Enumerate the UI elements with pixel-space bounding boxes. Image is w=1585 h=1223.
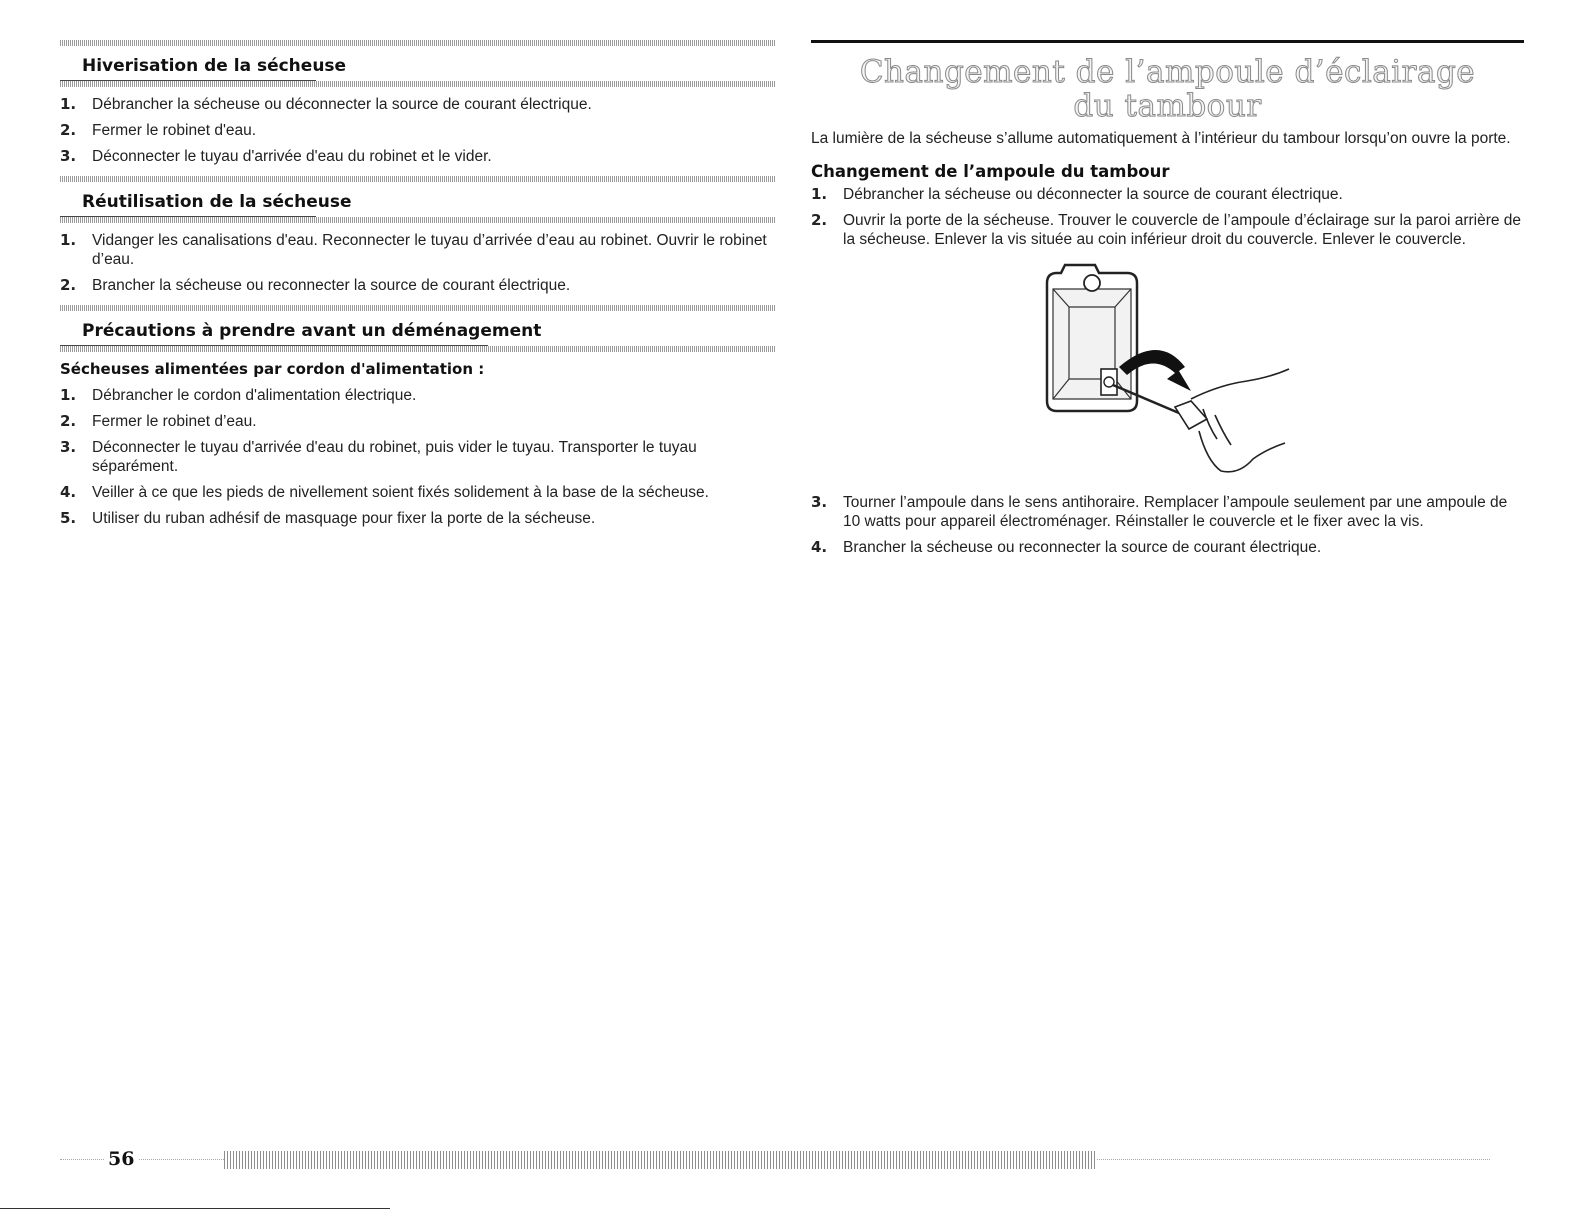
step-text: Fermer le robinet d’eau. [92, 413, 257, 430]
intro-paragraph: La lumière de la sécheuse s’allume automatiquement à l’intérieur du tambour lorsqu’on ouvre la porte. [811, 130, 1511, 147]
cover-inner-panel [1053, 289, 1131, 399]
winterizing-section [60, 40, 776, 166]
section-header [60, 176, 776, 223]
hatched-rule [60, 346, 776, 352]
step-item [60, 438, 776, 476]
step-text: Utiliser du ruban adhésif de masquage pour fixer la porte de la sécheuse. [92, 510, 596, 527]
section-subtitle: Sécheuses alimentées par cordon d'alimentation : [60, 360, 485, 378]
step-number: 1. [811, 185, 828, 203]
step-item [60, 95, 776, 114]
step-text: Ouvrir la porte de la sécheuse. Trouver le couvercle de l’ampoule d’éclairage sur la paroi arrière de la sécheuse. Enlever la vis située au coin inférieur droit du couvercle. Enlever le couvercle. [843, 212, 1522, 248]
bottom-rule [0, 1208, 390, 1209]
step-number: 3. [811, 493, 828, 511]
section-header [60, 305, 776, 352]
right-column [811, 40, 1524, 567]
section-header [60, 40, 776, 87]
step-number: 4. [811, 538, 828, 556]
step-text: Débrancher la sécheuse ou déconnecter la source de courant électrique. [843, 186, 1343, 203]
step-number: 3. [60, 438, 77, 456]
step-text: Débrancher la sécheuse ou déconnecter la source de courant électrique. [92, 96, 592, 113]
step-item [60, 121, 776, 140]
footer-hatched-band [224, 1151, 1097, 1169]
bulb-cover-illustration [811, 261, 1524, 481]
step-number: 1. [60, 95, 77, 113]
illustration-svg [1039, 261, 1299, 481]
step-text: Vidanger les canalisations d'eau. Reconnecter le tuyau d’arrivée d’eau au robinet. Ouvrir le robinet d’eau. [92, 232, 767, 268]
step-item [811, 185, 1524, 204]
step-number: 2. [60, 121, 77, 139]
steps-list [60, 95, 776, 166]
step-item [60, 147, 776, 166]
screw-icon [1104, 377, 1114, 387]
step-item [60, 509, 776, 528]
step-item [60, 231, 776, 269]
step-text: Déconnecter le tuyau d'arrivée d'eau du robinet, puis vider le tuyau. Transporter le tuyau séparément. [92, 439, 697, 475]
steps-list [60, 231, 776, 295]
step-number: 2. [60, 412, 77, 430]
step-item [811, 538, 1524, 557]
step-item [60, 412, 776, 431]
step-text: Déconnecter le tuyau d'arrivée d'eau du robinet et le vider. [92, 148, 492, 165]
step-text: Veiller à ce que les pieds de nivellement soient fixés solidement à la base de la sécheuse. [92, 484, 709, 501]
page-footer [60, 1148, 1490, 1172]
step-text: Tourner l’ampoule dans le sens antihoraire. Remplacer l’ampoule seulement par une ampoule de 10 watts pour appareil électroménager. Réinstaller le couvercle et le fixer avec la vis. [843, 494, 1508, 530]
step-item [811, 493, 1524, 531]
hatched-rule [60, 217, 776, 223]
section-title: Hiverisation de la sécheuse [82, 56, 347, 76]
step-number: 3. [60, 147, 77, 165]
page-number: 56 [104, 1148, 138, 1170]
step-number: 1. [60, 386, 77, 404]
title-line-1: Changement de l’ampoule d’éclairage [859, 54, 1476, 90]
section-title: Réutilisation de la sécheuse [82, 192, 352, 212]
page-title [811, 55, 1524, 123]
step-item [60, 386, 776, 405]
step-number: 5. [60, 509, 77, 527]
section-subtitle: Changement de l’ampoule du tambour [811, 162, 1170, 181]
steps-list [811, 493, 1524, 557]
step-text: Fermer le robinet d'eau. [92, 122, 257, 139]
top-rule [811, 40, 1524, 43]
title-line-2: du tambour [1073, 88, 1262, 124]
step-number: 2. [60, 276, 77, 294]
left-column [60, 40, 776, 538]
step-number: 2. [811, 211, 828, 229]
step-item [60, 276, 776, 295]
step-number: 1. [60, 231, 77, 249]
reuse-section [60, 176, 776, 295]
moving-section [60, 305, 776, 528]
hatched-rule [60, 81, 776, 87]
step-item [811, 211, 1524, 249]
step-text: Débrancher le cordon d'alimentation électrique. [92, 387, 417, 404]
step-item [60, 483, 776, 502]
steps-list [811, 185, 1524, 249]
step-text: Brancher la sécheuse ou reconnecter la source de courant électrique. [843, 539, 1322, 556]
cover-hole [1084, 275, 1100, 291]
steps-list [60, 386, 776, 528]
step-text: Brancher la sécheuse ou reconnecter la source de courant électrique. [92, 277, 571, 294]
section-title: Précautions à prendre avant un déménagement [82, 321, 542, 341]
screwdriver-handle [1175, 401, 1207, 429]
step-number: 4. [60, 483, 77, 501]
